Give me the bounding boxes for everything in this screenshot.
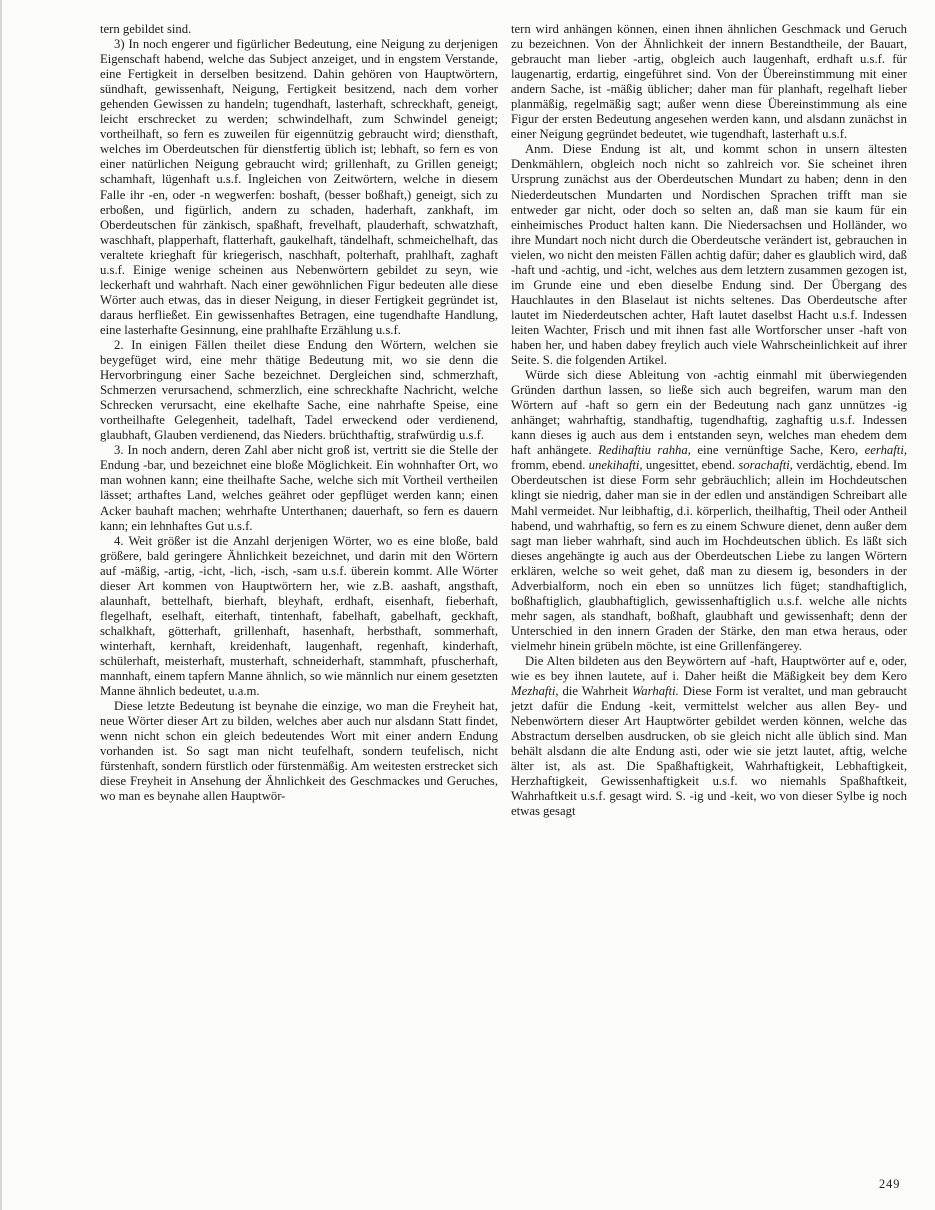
text-run: Diese letzte Bedeutung ist beynahe die einzige, wo man die Freyheit hat, neue Wörter dieser Art zu bilden, welches aber auch nur alsdann Statt findet, wenn nicht schon ein gleich bedeutendes Wort mit einer andern Endung vorhanden ist. So sagt man nicht teufelhaft, sondern teufelisch, nicht fürstenhaft, sondern fürstlich oder fürstenmäßig. Am weitesten erstrecket sich diese Freyheit in Ansehung der Ähnlichkeit des Geschmackes und Geruches, wo man es beynahe allen Hauptwör-	[100, 699, 498, 804]
paragraph	[511, 142, 907, 368]
paragraph	[100, 443, 498, 533]
text-run: tern gebildet sind.	[100, 22, 192, 36]
column-right	[511, 22, 907, 819]
paragraph	[511, 654, 907, 820]
italic-term: unekihafti,	[588, 458, 643, 473]
italic-term: Mezhafti,	[511, 684, 559, 699]
text-run: tern wird anhängen können, einen ihnen ähnlichen Geschmack und Geruch zu bezeichnen. Von der Ähnlichkeit der innern Bestandtheile, der Bauart, gebraucht man lieber -artig, obgleich auch laugenhaft, erdhaft u.s.f. für laugenartig, erdartig, eingeführet sind. Von der Übereinstimmung mit einer andern Sache, ist -mäßig üblicher; daher man für planhaft, regelhaft lieber planmäßig, regelmäßig sagt; außer wenn diese Übereinstimmung als eine Figur der ersten Bedeutung angesehen werden kann, und alsdann zunächst in einer Neigung gegründet bedeutet, wie tugendhaft, lasterhaft u.s.f.	[511, 22, 907, 142]
text-run: die Wahrheit	[558, 684, 632, 699]
text-run: Würde sich diese Ableitung von -achtig einmahl mit überwiegenden Gründen darthun lassen, so ließe sich auch begreifen, warum man den Wörtern auf -haft so gern ein der Bedeutung nach ganz unnützes -ig anhänget; wahrhaftig, standhaftig, tugendhaftig, zaghaftig u.s.f. Indessen kann dieses ig auch aus dem i entstanden seyn, welches man ehedem dem haft anhängete.	[511, 368, 907, 458]
text-run: 4. Weit größer ist die Anzahl derjenigen Wörter, wo es eine bloße, bald größere, bald geringere Ähnlichkeit bezeichnet, und darin mit den Wörtern auf -mäßig, -artig, -icht, -lich, -isch, -sam u.s.f. überein kommt. Alle Wörter dieser Art kommen von Hauptwörtern her, wie z.B. aashaft, angsthaft, alaunhaft, bettelhaft, bierhaft, bleyhaft, erdhaft, eisenhaft, fieberhaft, flegelhaft, eselhaft, eiterhaft, tintenhaft, fabelhaft, gabelhaft, geckhaft, schalkhaft, götterhaft, grillenhaft, hasenhaft, herbsthaft, sommerhaft, winterhaft, kernhaft, kreidenhaft, laugenhaft, regenhaft, kinderhaft, schülerhaft, meisterhaft, musterhaft, schneiderhaft, stammhaft, pfuscherhaft, mannhaft, einem tapfern Manne ähnlich, so wie männlich nur einem gesetzten Manne ähnlich bedeutet, u.a.m.	[100, 533, 498, 699]
text-run: Diese Form ist veraltet, und man gebraucht jetzt dafür die Endung -keit, vermittelst welcher aus allen Bey- und Nebenwörtern dieser Art Hauptwörter gebildet werden können, welche das Abstractum derselben ausdrucken, ob sie gleich nicht alle üblich sind. Man behält alsdann die alte Endung asti, oder wie sie jetzt lautet, aftig, welche älter ist, als ast. Die Spaßhaftigkeit, Wahrhaftigkeit, Lebhaftigkeit, Herzhaftigkeit, Gewissenhaftigkeit u.s.f. wo niemahls Spaßhaftkeit, Wahrhaftkeit u.s.f. gesagt wird. S. -ig und -keit, wo von dieser Sylbe ig noch etwas gesagt	[511, 684, 907, 819]
scan-edge-artifact	[0, 0, 2, 1210]
text-run: fromm, ebend.	[511, 458, 589, 473]
paragraph	[511, 368, 907, 654]
text-run: Die Alten bildeten aus den Beywörtern auf -haft, Hauptwörter auf e, oder, wie es bey ihnen lautete, auf i. Daher heißt die Mäßigkeit bey dem Kero	[511, 653, 907, 684]
text-run: Anm. Diese Endung ist alt, und kommt schon in unsern ältesten Denkmählern, obgleich noch nicht so zahlreich vor. Sie scheinet ihren Ursprung zunächst aus der Oberdeutschen Mundart zu haben; denn in den Niederdeutschen Mundarten und Nordischen Sprachen trifft man sie entweder gar nicht, oder doch so selten an, daß man sie kaum für ein einheimisches Product halten kann. Die Niedersachsen und Holländer, wo ihre Mundart noch nicht durch die Oberdeutsche verändert ist, gebrauchen in vielen, wo nicht den meisten Fällen achtig dafür; daher es glaublich wird, daß -haft und -achtig, und -icht, welches aus dem letztern zusammen gezogen ist, im Grunde eine und eben dieselbe Endung sind. Der Übergang des Hauchlautes in den Blaselaut ist nichts seltenes. Das Oberdeutsche after lautet im Niederdeutschen achter, Haft lautet daselbst Hacht u.s.f. Indessen leiten Wachter, Frisch und mit ihnen fast alle Wortforscher unser -haft von haben her, und haben dabey freylich auch viele Wahrscheinlichkeit auf ihrer Seite. S. die folgenden Artikel.	[511, 142, 907, 368]
paragraph	[511, 22, 907, 142]
paragraph	[100, 22, 498, 37]
italic-term: Redihaftiu rahha,	[598, 443, 691, 458]
page-number: 249	[879, 1177, 901, 1191]
column-left	[100, 22, 498, 804]
text-run: verdächtig, ebend. Im Oberdeutschen ist diese Form sehr gebräuchlich; allein im Hochdeutschen klingt sie niedrig, daher man sie in der edlen und anständigen Schreibart alle Mahl vermeidet. Nur leibhaftig, d.i. körperlich, theilhaftig, Theil oder Antheil habend, und wahrhaftig, so fern es zu einem Schwure dienet, denn außer dem sagt man lieber wahrhaft, sind auch im Hochdeutschen üblich. Es läßt sich dieses angehängte ig auch aus der Oberdeutschen Liebe zu langen Wörtern erklären, welche so weit gehet, daß man zu diesem ig, besonders in der Adverbialform, noch ein eben so unnützes lich füget; standhaftiglich, boßhaftiglich, glaubhaftiglich, gewissenhaftiglich u.s.f. welche alle nichts mehr sagen, als standhaft, boßhaft, glaubhaft und gewissenhaft; denn der Unterschied in den innern Graden der Stärke, den man etwa heraus, oder vielmehr hinein grübeln möchte, ist eine Grillenfängerey.	[511, 458, 907, 653]
italic-term: sorachafti,	[738, 458, 793, 473]
paragraph	[100, 534, 498, 700]
italic-term: Warhafti.	[631, 684, 679, 699]
text-run: 3. In noch andern, deren Zahl aber nicht groß ist, vertritt sie die Stelle der Endung -bar, und bezeichnet eine bloße Möglichkeit. Ein wohnhafter Ort, wo man wohnen kann; eine theilhafte Sache, welche sich mit Vortheil vertheilen lässet; arthaftes Land, welches geähret oder gepflüget werden kann; einen Acker bauhaft machen; wehrhafte Unterthanen; dauerhaft, so fern es dauern kann; ein lehnhaftes Gut u.s.f.	[100, 443, 498, 533]
paragraph	[100, 37, 498, 338]
paragraph	[100, 699, 498, 804]
text-run: 2. In einigen Fällen theilet diese Endung den Wörtern, welchen sie beygefüget wird, eine mehr thätige Bedeutung mit, wo sie denn die Hervorbringung einer Sache bezeichnet. Dergleichen sind, schmerzhaft, Schmerzen verursachend, schmerzlich, eine schreckhafte Nachricht, welche Schrecken verursacht, eine ekelhafte Sache, eine nahrhafte Speise, eine vortheilhafte Gelegenheit, tadelhaft, Tadel erweckend oder verdienend, glaubhaft, Glauben verdienend, das Nieders. brüchthaftig, strafwürdig u.s.f.	[100, 337, 498, 443]
text-run: eine vernünftige Sache, Kero,	[690, 443, 865, 458]
italic-term: eerhafti,	[864, 443, 908, 458]
text-run: 3) In noch engerer und figürlicher Bedeutung, eine Neigung zu derjenigen Eigenschaft habend, welche das Subject anzeiget, und in engstem Verstande, eine Fertigkeit in derselben besitzend. Dahin gehören von Hauptwörtern, sündhaft, gewissenhaft, Neigung, Fertigkeit besitzend, nach dem vorher gehenden Gewissen zu handeln; tugendhaft, lasterhaft, schreckhaft, geneigt, leicht erschrecket zu werden; schwindelhaft, zum Schwindel geneigt; vortheilhaft, so fern es zuweilen für eigennützig gebraucht wird; diensthaft, welches im Oberdeutschen für dienstfertig üblich ist; lebhaft, so fern es von einer natürlichen Neigung gebraucht wird; grillenhaft, zu Grillen geneigt; schamhaft, lügenhaft u.s.f. Ingleichen von Zeitwörtern, welche in diesem Falle ihr -en, oder -n wegwerfen: boshaft, (besser boßhaft,) geneigt, sich zu erboßen, und figürlich, andern zu schaden, haderhaft, zankhaft, im Oberdeutschen für zänkisch, spaßhaft, frevelhaft, plauderhaft, schwatzhaft, waschhaft, plapperhaft, flatterhaft, gaukelhaft, tändelhaft, schmeichelhaft, das veraltete krieghaft für kriegerisch, naschhaft, polterhaft, prahlhaft, zaghaft u.s.f. Einige wenige scheinen aus Nebenwörtern gebildet zu seyn, wie leckerhaft und wahrhaft. Nach einer gewöhnlichen Figur bedeuten alle diese Wörter auch etwas, das in dieser Neigung, in dieser Fertigkeit gegründet ist, daraus herfließet. Ein gewissenhaftes Betragen, eine tugendhafte Handlung, eine lasterhafte Gesinnung, eine prahlhafte Erzählung u.s.f.	[100, 37, 498, 337]
text-run: ungesittet, ebend.	[642, 458, 739, 473]
paragraph	[100, 338, 498, 443]
